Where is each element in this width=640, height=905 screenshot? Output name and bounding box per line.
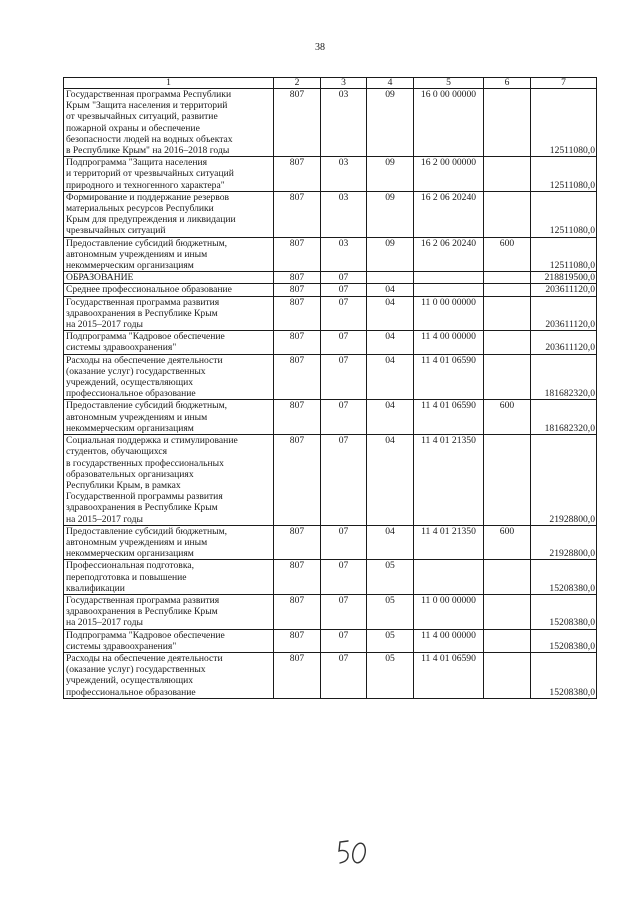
row-name-line: переподготовка и повышение [66,571,187,583]
subsection-code-cell: 05 [367,629,414,652]
budget-table-container [63,77,596,699]
target-article-cell: 16 2 06 20240 [414,191,484,237]
expense-type-cell: 600 [484,400,531,435]
expense-type-cell [484,331,531,354]
row-name-line: некоммерческим организациям [66,260,194,272]
amount-cell: 12511080,0 [531,89,597,157]
table-row [64,296,597,331]
amount-cell: 15208380,0 [531,594,597,629]
subsection-code-cell: 04 [367,435,414,526]
row-name-line: Государственная программа Республики [66,89,232,100]
row-name-line: и территорий от чрезвычайных ситуаций [66,168,234,180]
target-article-cell: 11 4 00 00000 [414,331,484,354]
subsection-code-cell: 04 [367,354,414,400]
row-name-cell [64,296,274,331]
expense-type-cell [484,435,531,526]
admin-code-cell: 807 [274,560,321,595]
table-row [64,237,597,272]
target-article-cell: 11 4 01 06590 [414,400,484,435]
row-name-line: Среднее профессиональное образование [66,284,232,296]
row-name-cell [64,594,274,629]
row-name-line: профессиональное образование [66,686,196,698]
admin-code-cell: 807 [274,594,321,629]
table-row [64,272,597,284]
section-code-cell: 07 [321,435,367,526]
target-article-cell: 16 2 00 00000 [414,157,484,192]
page-number: 38 [315,42,325,53]
expense-type-cell [484,191,531,237]
target-article-cell: 11 4 01 21350 [414,525,484,560]
amount-cell: 21928800,0 [531,525,597,560]
amount-cell: 12511080,0 [531,157,597,192]
row-name-line: Предоставление субсидий бюджетным, [66,525,228,537]
row-name-line: Расходы на обеспечение деятельности [66,652,223,664]
row-name-line: Предоставление субсидий бюджетным, [66,237,228,249]
row-name-cell [64,284,274,296]
header-cell-col-5: 5 [414,78,484,89]
subsection-code-cell: 05 [367,652,414,698]
admin-code-cell: 807 [274,237,321,272]
row-name-line: безопасности людей на водных объектах [66,133,233,145]
row-name-cell [64,435,274,526]
section-code-cell: 07 [321,331,367,354]
table-row [64,525,597,560]
table-row [64,191,597,237]
row-name-cell [64,331,274,354]
section-code-cell: 07 [321,400,367,435]
header-cell-col-6: 6 [484,78,531,89]
expense-type-cell [484,594,531,629]
section-code-cell: 03 [321,191,367,237]
subsection-code-cell: 09 [367,237,414,272]
section-code-cell: 03 [321,89,367,157]
row-name-cell [64,89,274,157]
target-article-cell [414,560,484,595]
row-name-line: учреждений, осуществляющих [66,675,194,687]
admin-code-cell: 807 [274,435,321,526]
admin-code-cell: 807 [274,272,321,284]
section-code-cell: 07 [321,284,367,296]
table-row [64,560,597,595]
target-article-cell: 11 4 01 06590 [414,354,484,400]
budget-table [63,77,597,699]
row-name-line: (оказание услуг) государственных [66,664,206,676]
row-name-line: Государственная программа развития [66,296,220,308]
subsection-code-cell: 04 [367,525,414,560]
section-code-cell: 03 [321,237,367,272]
subsection-code-cell [367,272,414,284]
admin-code-cell: 807 [274,157,321,192]
header-cell-col-3: 3 [321,78,367,89]
row-name-cell [64,237,274,272]
subsection-code-cell: 04 [367,331,414,354]
table-row [64,284,597,296]
row-name-line: Подпрограмма "Защита населения [66,157,208,169]
admin-code-cell: 807 [274,296,321,331]
expense-type-cell [484,354,531,400]
expense-type-cell [484,157,531,192]
handwritten-50-drawing [335,838,371,866]
section-code-cell: 07 [321,560,367,595]
row-name-line: материальных ресурсов Республики [66,203,214,215]
table-row [64,157,597,192]
admin-code-cell: 807 [274,354,321,400]
row-name-line: Расходы на обеспечение деятельности [66,354,223,366]
subsection-code-cell: 09 [367,157,414,192]
row-name-cell [64,157,274,192]
row-name-line: на 2015–2017 годы [66,617,143,629]
amount-cell: 181682320,0 [531,354,597,400]
target-article-cell: 11 4 01 06590 [414,652,484,698]
row-name-line: Государственной программы развития [66,491,223,503]
amount-cell: 12511080,0 [531,237,597,272]
subsection-code-cell: 04 [367,284,414,296]
row-name-line: Республики Крым, в рамках [66,479,181,491]
row-name-line: учреждений, осуществляющих [66,377,194,389]
row-name-line: образовательных организациях [66,468,194,480]
target-article-cell: 16 2 06 20240 [414,237,484,272]
target-article-cell [414,284,484,296]
row-name-line: пожарной охраны и обеспечение [66,122,200,134]
row-name-line: здравоохранения в Республике Крым [66,502,218,514]
target-article-cell: 11 4 00 00000 [414,629,484,652]
admin-code-cell: 807 [274,525,321,560]
row-name-line: Социальная поддержка и стимулирование [66,435,238,447]
row-name-line: Формирование и поддержание резервов [66,191,230,203]
amount-cell: 15208380,0 [531,652,597,698]
table-header [64,78,597,89]
admin-code-cell: 807 [274,284,321,296]
row-name-cell [64,191,274,237]
row-name-line: на 2015–2017 годы [66,513,143,525]
row-name-line: автономным учреждениям и иным [66,248,208,260]
row-name-line: природного и техногенного характера" [66,179,225,191]
table-body [64,89,597,699]
row-name-line: автономным учреждениям и иным [66,411,208,423]
row-name-line: студентов, обучающихся [66,446,168,458]
expense-type-cell [484,652,531,698]
table-row [64,435,597,526]
row-name-line: чрезвычайных ситуаций [66,225,166,237]
expense-type-cell [484,272,531,284]
expense-type-cell: 600 [484,525,531,560]
table-row [64,354,597,400]
target-article-cell: 16 0 00 00000 [414,89,484,157]
row-name-line: квалификации [66,582,125,594]
header-cell-col-4: 4 [367,78,414,89]
row-name-line: в государственных профессиональных [66,457,224,469]
amount-cell: 181682320,0 [531,400,597,435]
section-code-cell: 07 [321,629,367,652]
subsection-code-cell: 05 [367,560,414,595]
subsection-code-cell: 04 [367,296,414,331]
row-name-line: ОБРАЗОВАНИЕ [66,272,134,284]
row-name-line: некоммерческим организациям [66,422,194,434]
row-name-cell [64,272,274,284]
amount-cell: 15208380,0 [531,629,597,652]
row-name-cell [64,560,274,595]
expense-type-cell [484,629,531,652]
admin-code-cell: 807 [274,400,321,435]
amount-cell: 203611120,0 [531,284,597,296]
row-name-line: Предоставление субсидий бюджетным, [66,400,228,412]
header-cell-col-1: 1 [64,78,274,89]
section-code-cell: 03 [321,157,367,192]
row-name-line: от чрезвычайных ситуаций, развитие [66,111,218,123]
row-name-line: (оказание услуг) государственных [66,365,206,377]
section-code-cell: 07 [321,272,367,284]
table-row [64,331,597,354]
row-name-cell [64,354,274,400]
row-name-line: системы здравоохранения" [66,640,177,652]
amount-cell: 203611120,0 [531,331,597,354]
row-name-cell [64,652,274,698]
section-code-cell: 07 [321,594,367,629]
row-name-line: автономным учреждениям и иным [66,536,208,548]
expense-type-cell: 600 [484,237,531,272]
expense-type-cell [484,296,531,331]
header-row [64,78,597,89]
target-article-cell: 11 0 00 00000 [414,296,484,331]
table-row [64,594,597,629]
section-code-cell: 07 [321,652,367,698]
row-name-line: здравоохранения в Республике Крым [66,606,218,618]
row-name-cell [64,400,274,435]
row-name-line: профессиональное образование [66,388,196,400]
subsection-code-cell: 05 [367,594,414,629]
row-name-line: Подпрограмма "Кадровое обеспечение [66,629,225,641]
row-name-cell [64,629,274,652]
expense-type-cell [484,284,531,296]
row-name-line: Подпрограмма "Кадровое обеспечение [66,331,225,343]
row-name-line: Крым для предупреждения и ликвидации [66,214,236,226]
admin-code-cell: 807 [274,331,321,354]
row-name-line: здравоохранения в Республике Крым [66,307,218,319]
target-article-cell: 11 0 00 00000 [414,594,484,629]
amount-cell: 218819500,0 [531,272,597,284]
amount-cell: 12511080,0 [531,191,597,237]
section-code-cell: 07 [321,296,367,331]
row-name-line: системы здравоохранения" [66,342,177,354]
row-name-line: на 2015–2017 годы [66,319,143,331]
row-name-line: Профессиональная подготовка, [66,560,194,572]
admin-code-cell: 807 [274,629,321,652]
table-row [64,400,597,435]
section-code-cell: 07 [321,354,367,400]
subsection-code-cell: 09 [367,89,414,157]
expense-type-cell [484,89,531,157]
row-name-line: в Республике Крым" на 2016–2018 годы [66,145,230,157]
handwritten-page-mark [335,838,371,866]
target-article-cell [414,272,484,284]
row-name-cell [64,525,274,560]
admin-code-cell: 807 [274,191,321,237]
row-name-line: некоммерческим организациям [66,548,194,560]
row-name-line: Крым "Защита населения и территорий [66,100,228,112]
header-cell-col-2: 2 [274,78,321,89]
amount-cell: 203611120,0 [531,296,597,331]
section-code-cell: 07 [321,525,367,560]
admin-code-cell: 807 [274,89,321,157]
row-name-line: Государственная программа развития [66,594,220,606]
target-article-cell: 11 4 01 21350 [414,435,484,526]
table-row [64,89,597,157]
subsection-code-cell: 09 [367,191,414,237]
subsection-code-cell: 04 [367,400,414,435]
expense-type-cell [484,560,531,595]
amount-cell: 15208380,0 [531,560,597,595]
admin-code-cell: 807 [274,652,321,698]
table-row [64,652,597,698]
amount-cell: 21928800,0 [531,435,597,526]
header-cell-col-7: 7 [531,78,597,89]
table-row [64,629,597,652]
